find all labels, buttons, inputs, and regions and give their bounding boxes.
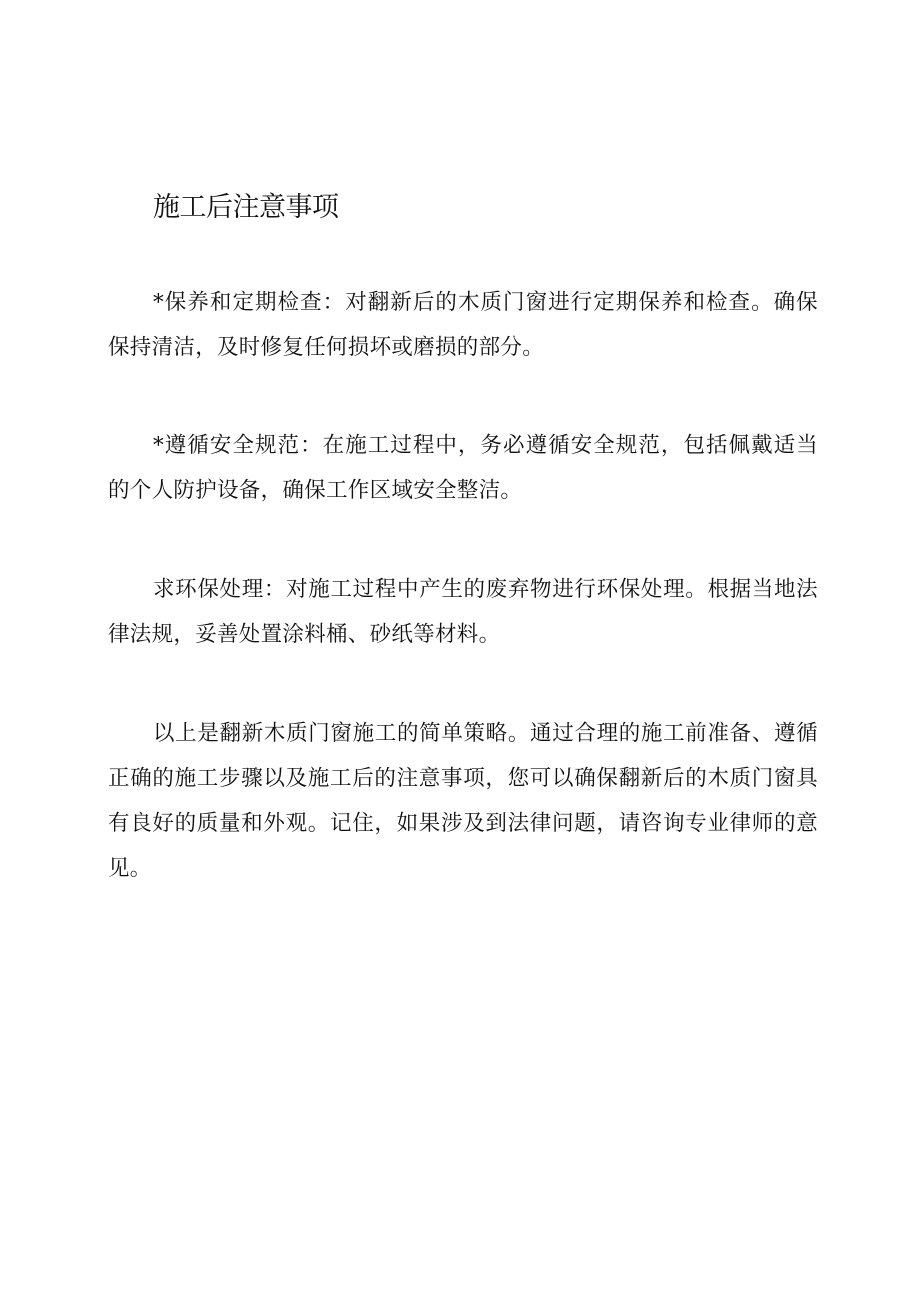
section-heading: 施工后注意事项: [153, 192, 339, 223]
paragraph-summary: 以上是翻新木质门窗施工的简单策略。通过合理的施工前准备、遵循正确的施工步骤以及施工后的注意事项，您可以确保翻新后的木质门窗具有良好的质量和外观。记住，如果涉及到法律问题，请咨询专业律师的意见。: [108, 721, 818, 881]
paragraph-environmental: 求环保处理：对施工过程中产生的废弃物进行环保处理。根据当地法律法规，妥善处置涂料桶、砂纸等材料。: [108, 577, 818, 647]
paragraph-maintenance: *保养和定期检查：对翻新后的木质门窗进行定期保养和检查。确保保持清洁，及时修复任何损坏或磨损的部分。: [108, 290, 818, 360]
paragraph-safety: *遵循安全规范：在施工过程中，务必遵循安全规范，包括佩戴适当的个人防护设备，确保工作区域安全整洁。: [108, 433, 818, 503]
